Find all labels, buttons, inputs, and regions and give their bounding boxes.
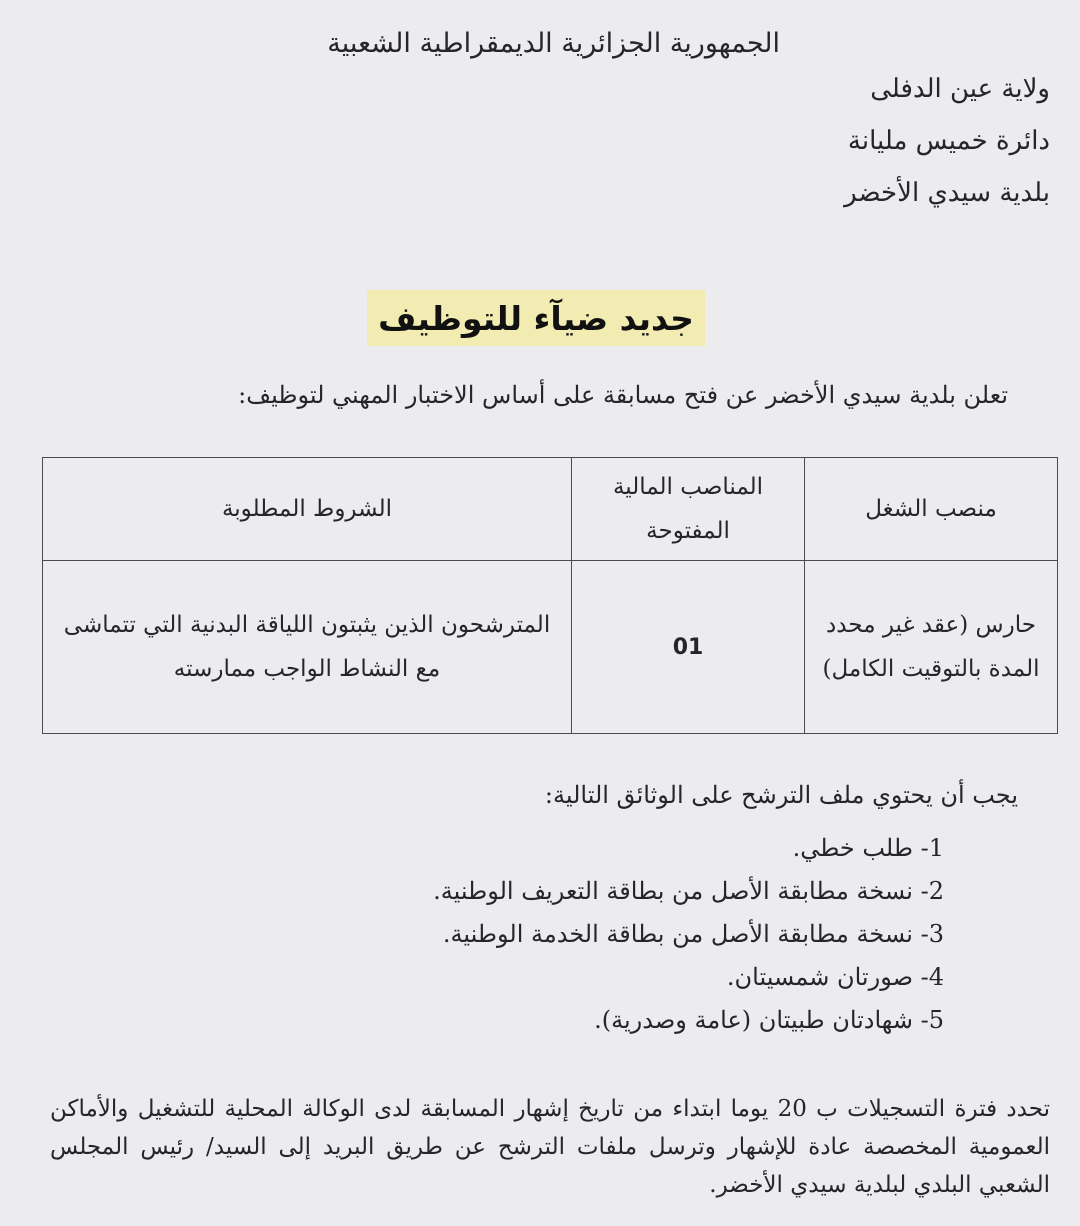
cell-post: حارس (عقد غير محدد المدة بالتوقيت الكامل): [805, 561, 1058, 734]
positions-table: [42, 457, 1058, 734]
registration-paragraph: تحدد فترة التسجيلات ب 20 يوما ابتداء من تاريخ إشهار المسابقة لدى الوكالة المحلية للتشغيل والأماكن العمومية المخصصة عادة للإشهار وترسل ملفات الترشح عن طريق البريد إلى السيد/ رئيس المجلس الشعبي البلدي لبلدية سيدي الأخضر.: [50, 1096, 1050, 1198]
baladia-name: بلدية سيدي الأخضر: [844, 178, 1050, 208]
list-item: 5- شهادتان طبيتان (عامة وصدرية).: [594, 1006, 944, 1034]
announcement-intro: تعلن بلدية سيدي الأخضر عن فتح مسابقة على أساس الاختبار المهني لتوظيف:: [238, 381, 1008, 409]
documents-intro: يجب أن يحتوي ملف الترشح على الوثائق التالية:: [544, 781, 1018, 809]
recruitment-banner: جديد ضيآء للتوظيف: [367, 290, 705, 346]
list-item: 4- صورتان شمسيتان.: [726, 963, 944, 991]
cell-count: 01: [572, 561, 805, 734]
daira-name: دائرة خميس مليانة: [847, 126, 1050, 156]
wilaya-name: ولاية عين الدفلى: [870, 74, 1050, 104]
table-header-row: [43, 458, 1058, 561]
header-conditions: الشروط المطلوبة: [43, 458, 572, 561]
republic-title: الجمهورية الجزائرية الديمقراطية الشعبية: [327, 28, 780, 59]
list-item: 1- طلب خطي.: [792, 834, 944, 862]
header-open-positions: المناصب المالية المفتوحة: [572, 458, 805, 561]
list-item: 2- نسخة مطابقة الأصل من بطاقة التعريف الوطنية.: [433, 877, 944, 905]
table-row: [43, 561, 1058, 734]
header-post: منصب الشغل: [805, 458, 1058, 561]
cell-conditions: المترشحون الذين يثبتون اللياقة البدنية التي تتماشى مع النشاط الواجب ممارسته: [43, 561, 572, 734]
list-item: 3- نسخة مطابقة الأصل من بطاقة الخدمة الوطنية.: [442, 920, 944, 948]
